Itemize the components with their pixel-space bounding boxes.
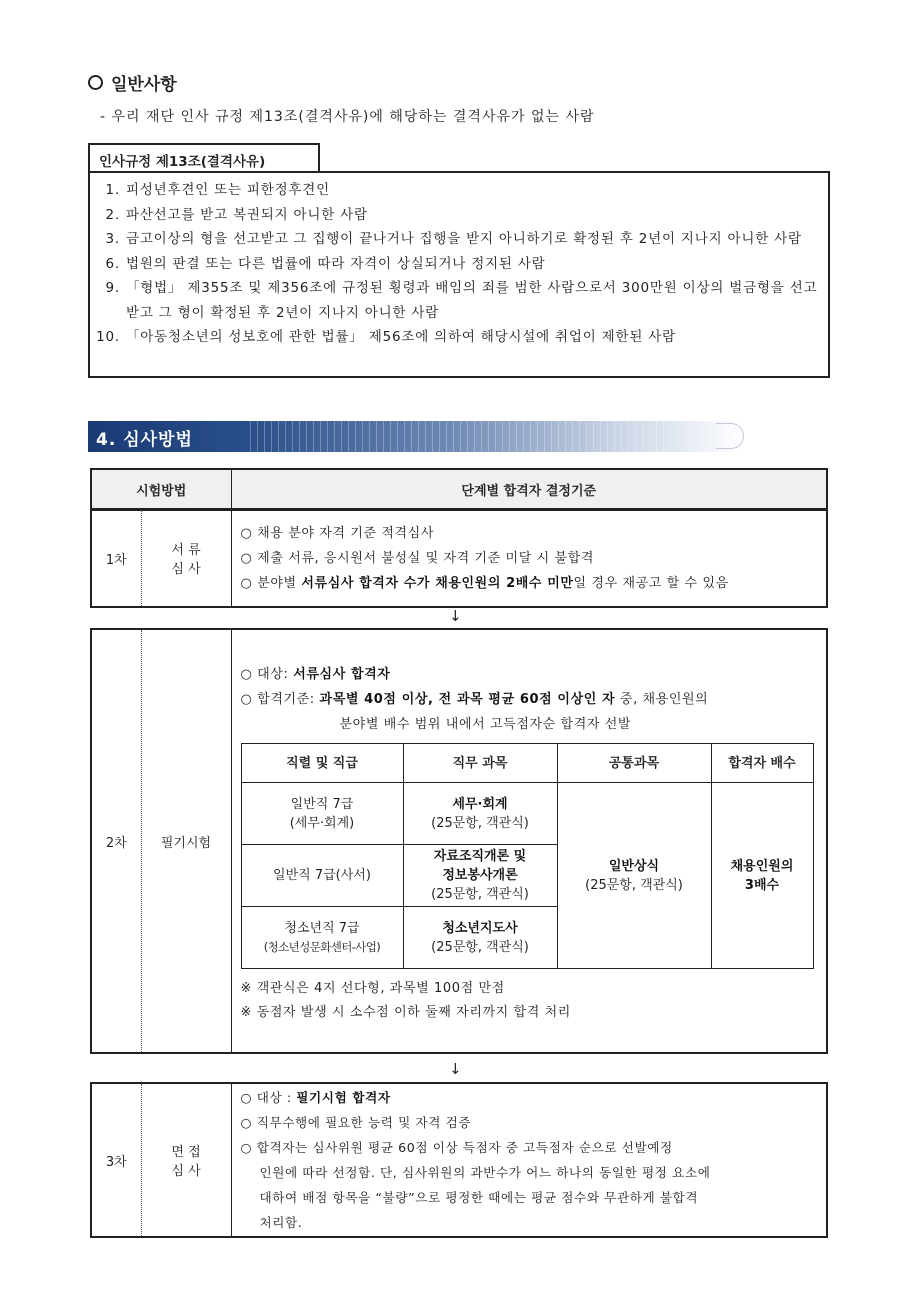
grade-line: (청소년성문화센터-사업)	[263, 939, 381, 954]
stage1-label: 1차	[91, 509, 141, 607]
job-subject-name: 자료조직개론 및	[433, 849, 527, 864]
circle-bullet-icon	[88, 75, 103, 90]
rule-item-number: 9.	[105, 280, 120, 296]
stage3-line4: 인원에 따라 선정함. 단, 심사위원의 과반수가 어느 하나의 동일한 평정 요소에	[259, 1165, 711, 1180]
method-header-table	[90, 468, 828, 511]
rule-item-text: 금고이상의 형을 선고받고 그 집행이 끝나거나 집행을 받지 아니하기로 확정된 후 2년이 지나지 아니한 사람	[126, 231, 802, 247]
stage2-line2	[241, 687, 818, 712]
stage3-line1-pre: ○ 대상 :	[240, 1090, 297, 1105]
stage1-line3	[241, 571, 826, 596]
rule-item-text: 피성년후견인 또는 피한정후견인	[126, 182, 330, 198]
stage2-line1	[241, 662, 818, 687]
job-subject-name: 세무·회계	[452, 796, 508, 812]
subject-row	[241, 783, 813, 845]
rule-item-text: 「아동청소년의 성보호에 관한 법률」 제56조에 의하여 해당시설에 취업이 제한된 사람	[126, 329, 676, 345]
subject-header-multiple: 합격자 배수	[711, 744, 813, 783]
job-subject-format: (25문항, 객관식)	[431, 939, 529, 955]
grade-cell: 일반직 7급(사서)	[241, 845, 403, 907]
stage3-line1	[241, 1085, 826, 1110]
rule-item	[96, 276, 828, 325]
stage3-line1-bold: 필기시험 합격자	[296, 1090, 391, 1105]
job-subject-name: 청소년지도사	[442, 920, 518, 936]
stage3-line3: ○ 합격자는 심사위원 평균 60점 이상 득점자 중 고득점자 순으로 선발예정	[240, 1140, 673, 1155]
stage1-criteria	[231, 509, 827, 607]
stage3-line5: 대하여 배점 항목을 “불량”으로 평정한 때에는 평균 점수와 무관하게 불합격	[259, 1190, 699, 1205]
stage1-method	[141, 509, 231, 607]
general-description: - 우리 재단 인사 규정 제13조(결격사유)에 해당하는 결격사유가 없는 사람	[100, 109, 595, 125]
job-subject-cell	[403, 907, 557, 969]
rule-item-text: 파산선고를 받고 복권되지 아니한 사람	[126, 206, 368, 223]
rule-item	[96, 203, 828, 228]
stage2-note2: ※ 동점자 발생 시 소수점 이하 둘째 자리까지 합격 처리	[240, 1005, 571, 1020]
general-heading-text: 일반사항	[111, 75, 177, 95]
stage2-line1-pre: ○ 대상:	[240, 667, 294, 682]
stage2-criteria	[231, 629, 827, 1053]
stage3-line2: ○ 직무수행에 필요한 능력 및 자격 검증	[240, 1115, 472, 1130]
stage3-label: 3차	[91, 1083, 141, 1237]
job-subject-format: (25문항, 객관식)	[431, 815, 529, 831]
stage1-line1: ○ 채용 분야 자격 기준 적격심사	[240, 525, 435, 541]
stage1-table	[90, 508, 828, 608]
grade-line: 청소년직 7급	[284, 920, 360, 936]
multiple-line2: 3배수	[744, 877, 780, 893]
grade-cell	[241, 783, 403, 845]
stage3-criteria	[231, 1083, 827, 1237]
stage2-line2-post: 중, 채용인원의	[615, 692, 709, 707]
stage1-line2: ○ 제출 서류, 응시원서 불성실 및 자격 기준 미달 시 불합격	[240, 550, 594, 566]
rule-item	[96, 178, 828, 203]
stage2-note1: ※ 객관식은 4지 선다형, 과목별 100점 만점	[240, 981, 505, 996]
subject-table	[241, 743, 814, 969]
stage1-line3-pre: ○ 분야별	[240, 575, 302, 591]
common-subject-format: (25문항, 객관식)	[585, 877, 683, 893]
stage3-method	[141, 1083, 231, 1237]
rule-item-number: 1.	[105, 182, 120, 198]
stage2-line2-bold: 과목별 40점 이상, 전 과목 평균 60점 이상인 자	[319, 692, 616, 707]
stage3-line6: 처리함.	[259, 1215, 303, 1230]
header-criteria: 단계별 합격자 결정기준	[231, 469, 827, 510]
stage1-method-line1: 서 류	[171, 543, 201, 558]
job-subject-format: (25문항, 객관식)	[431, 887, 529, 902]
stage3-method-line2: 심 사	[171, 1164, 201, 1179]
rule-item-number: 6.	[105, 255, 120, 272]
grade-line: (세무·회계)	[289, 815, 355, 831]
stage2-label: 2차	[91, 629, 141, 1053]
subject-header-grade: 직렬 및 직급	[241, 744, 403, 783]
subject-header-job: 직무 과목	[403, 744, 557, 783]
stage2-line2-pre: ○ 합격기준:	[240, 692, 320, 707]
job-subject-cell	[403, 845, 557, 907]
job-subject-cell	[403, 783, 557, 845]
multiple-cell	[711, 783, 813, 969]
rule-item-number: 2.	[105, 206, 120, 223]
header-method: 시험방법	[91, 469, 231, 510]
rule-item-text: 법원의 판결 또는 다른 법률에 따라 자격이 상실되거나 정지된 사람	[126, 255, 546, 272]
stage2-method: 필기시험	[141, 629, 231, 1053]
rule-box	[88, 171, 830, 378]
rule-item-number: 3.	[105, 231, 120, 247]
stage1-method-line2: 심 사	[171, 562, 201, 577]
grade-cell	[241, 907, 403, 969]
stage3-table	[90, 1082, 828, 1238]
rule-item	[96, 227, 828, 252]
rule-item	[96, 325, 828, 350]
rule-item-number: 10.	[96, 329, 120, 345]
common-subject-name: 일반상식	[608, 858, 660, 874]
stage2-table	[90, 628, 828, 1054]
rule-item-text: 「형법」 제355조 및 제356조에 규정된 횡령과 배임의 죄를 범한 사람으로서 300만원 이상의 벌금형을 선고받고 그 형이 확정된 후 2년이 지나지 아니한 사람	[126, 280, 818, 321]
stage1-line3-bold: 서류심사 합격자 수가 채용인원의 2배수 미만	[301, 575, 574, 591]
stage3-method-line1: 면 접	[171, 1145, 201, 1160]
stage2-line1-bold: 서류심사 합격자	[293, 667, 391, 682]
common-subject-cell	[557, 783, 711, 969]
rule-box-title: 인사규정 제13조(결격사유)	[88, 143, 320, 171]
rule-item	[96, 252, 828, 277]
job-subject-name: 정보봉사개론	[442, 868, 518, 883]
stage1-line3-post: 일 경우 재공고 할 수 있음	[573, 575, 729, 591]
banner-stripes	[250, 421, 670, 452]
down-arrow-icon: ↓	[449, 607, 462, 625]
stage2-line2-cont: 분야별 배수 범위 내에서 고득점자순 합격자 선발	[339, 717, 632, 732]
grade-line: 일반직 7급	[290, 796, 354, 812]
down-arrow-icon: ↓	[449, 1060, 462, 1078]
multiple-line1: 채용인원의	[730, 858, 794, 874]
banner-end-decoration	[716, 423, 744, 449]
subject-header-common: 공통과목	[557, 744, 711, 783]
section-title: 4. 심사방법	[96, 430, 193, 450]
general-heading	[88, 70, 177, 95]
